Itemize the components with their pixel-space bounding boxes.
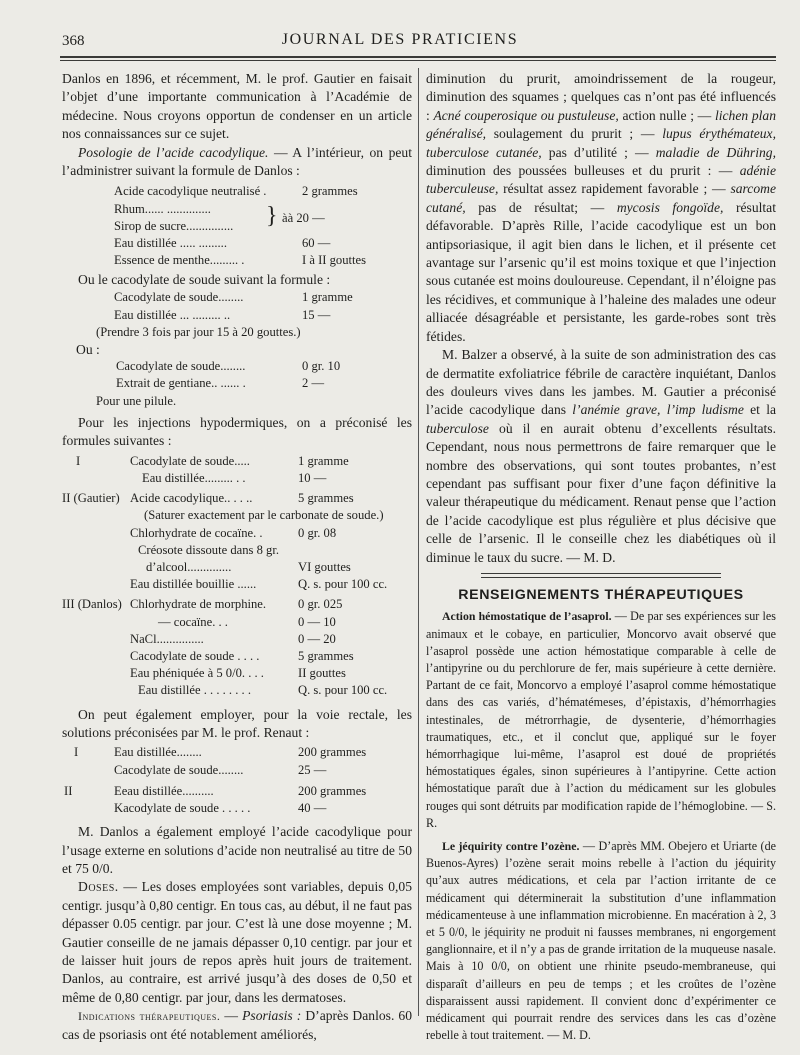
subheading: Doses.	[78, 879, 119, 895]
formula-note: Pour une pilule.	[96, 393, 177, 408]
injection-formula-3: III (Danlos) Chlorhydrate de morphine. 0 gr. 025 — cocaïne. . . 0 — 10 NaCl............... 0 — 20 Cacodylate de soude . . . . 5 grammes Eau phéniquée à 5 0/0. . . . II gouttes Eau distillée . . . . . . . . Q. s. pour 100 cc.	[62, 597, 388, 698]
paragraph: Danlos en 1896, et récemment, M. le prof. Gautier en faisait l’objet d’une importante communication à l’Académie de médecine. Nous croyons opportun de condenser en un article nos connaissances sur ce sujet.	[62, 71, 412, 142]
paragraph: M. Danlos a également employé l’acide cacodylique pour l’usage externe en solutions d’acide non neutralisé au titre de 50 et 75 0/0.	[62, 824, 412, 876]
column-divider	[418, 68, 419, 1016]
paragraph: Indications thérapeutiques. — Psoriasis : D’après Danlos. 60 cas de psoriasis ont été notablement améliorés,	[62, 1008, 412, 1042]
injection-formula-1: I Cacodylate de soude..... 1 gramme Eau distillée......... . . 10 —	[76, 453, 349, 485]
running-title: JOURNAL DES PRATICIENS	[281, 31, 519, 48]
article-title: Action hémostatique de l’asaprol.	[442, 609, 612, 624]
paragraph: diminution du prurit, amoindrissement de la rougeur, diminution des squames ; quelques cas n’ont pas été influencés : Acné couperosique ou pustuleuse, action nulle ; — lichen plan généralisé, soulagement du prurit ; — lupus érythémateux, tuberculose cutanée, pas d’utilité ; — maladie de Dühring, diminution des poussées bulleuses et du prurit : — adénie tuberculeuse, résultat assez rapidement favorable ; — sarcome cutané, pas de résultat; — mycosis fongoïde, résultat défavorable. D’après Rille, l’acide cacodylique est un bon antipsoriasique, il agit bien dans le lichen, et il présente cet avantage sur l’arsenic qu’il est moins toxique et que l’injection sous cutanée est moins douloureuse. Cependant, il n’éloigne pas les récidives, et communique à l’haleine des malades une odeur alliacée désagréable et persistante, les garde-robes sont très fétides.	[426, 71, 776, 344]
left-column	[62, 70, 412, 1044]
header-rule-thin	[60, 60, 776, 61]
formula-danlos: Acide cacodylique neutralisé . 2 grammes Rhum...... .............. Sirop de sucre............... } àà 20 — Eau distillée ..... ......... 60 — Essence de menthe......... . I à II gouttes	[114, 184, 366, 267]
paragraph: M. Balzer a observé, à la suite de son administration des cas de dermatite exfoliatrice fébrile de caractère inquiétant, Danlos des douleurs vives dans les jambes. M. Gautier a préconisé l’acide cacodylique dans l’anémie grave, l’imp ludisme et la tuberculose où il en aurait obtenu d’excellents résultats. Cependant, nous nous permettrons de faire remarquer que le nombre des observations, qui sont toutes probantes, n’est cependant pas suffisant pour fixer d’une façon définitive la valeur thérapeutique du médicament. Renaut pense que l’action de l’acide cacodylique est plus régulière et plus décisive que celle de l’arsenic. Il le conseille chez les diabétiques où il diminue le taux du sucre. — M. D.	[426, 347, 776, 565]
paragraph: Posologie de l’acide cacodylique. — A l’intérieur, on peut l’administrer suivant la formule de Danlos :	[62, 144, 412, 179]
article: Le jéquirity contre l’ozène. — D’après MM. Obejero et Uriarte (de Buenos-Ayres) l’ozène serait moins rebelle à l’action du jéquirity qu’aux autres médications, et cela par l’action irritante de ce médicament qui déterminerait la substitution d’une inflammation médicamenteuse à une inflammation microbienne. En macération à 2, 3 et 5 0/0, le jéquirity ne produit ni fausses membranes, ni engorgement ganglionnaire, et il n’y a pas de grande irritation de la muqueuse nasale. Mais à 10 0/0, on obtient une rhinite pseudo-membraneuse, qui disparaît d’ailleurs en peu de temps ; et les croûtes de l’ozène disparaissent aussi rapidement. Il convient donc d’expérimenter ce médicament qui pourrait rendre des services dans les cas d’ozène rebelle à tout traitement. — M. D.	[426, 839, 777, 1043]
formula-pill: Cacodylate de soude........ 0 gr. 10 Extrait de gentiane.. ...... . 2 —	[116, 359, 341, 391]
section-rule	[481, 573, 721, 578]
paragraph: Pour les injections hypodermiques, on a préconisé les formules suivantes :	[62, 414, 412, 449]
article-title: Le jéquirity contre l’ozène.	[442, 839, 580, 854]
formula-cacodylate: Cacodylate de soude........ 1 gramme Eau distillée ... ......... .. 15 —	[114, 290, 353, 322]
subheading: Posologie de l’acide cacodylique.	[78, 144, 269, 160]
brace: }	[266, 202, 278, 229]
page-number: 368	[62, 33, 85, 49]
section-title: RENSEIGNEMENTS THÉRAPEUTIQUES	[458, 586, 744, 603]
injection-formula-2: II (Gautier) Acide cacodylique.. . . .. 5 grammes (Saturer exactement par le carbonate de soude.) Chlorhydrate de cocaïne. . 0 gr. 08 Créosote dissoute dans 8 gr. d’alcool.............. VI gouttes Eau distillée bouillie ...... Q. s. pour 100 cc.	[62, 491, 388, 592]
rectal-formula-1: I Eau distillée........ 200 grammes Cacodylate de soude........ 25 —	[74, 745, 367, 777]
paragraph: Ou le cacodylate de soude suivant la formule :	[78, 272, 331, 288]
formula-intro: Ou :	[76, 342, 100, 358]
subheading: Indications thérapeutiques.	[78, 1009, 221, 1024]
paragraph: Doses. — Les doses employées sont variables, depuis 0,05 centigr. jusqu’à 0,80 centigr. En tous cas, au début, il ne faut pas dépasser 0.05 centigr. par jour. C’est là une dose moyenne ; M. Gautier conseille de ne jamais dépasser 0,10 centigr. par jour et de laisser huit jours de repos après huit jours de traitement. Danlos, au contraire, est arrivé jusqu’à des doses de 0,50 et même de 0,80 centigr. par jour, dans les dermatoses.	[62, 879, 412, 1005]
right-column	[426, 70, 776, 1044]
header-rule	[60, 56, 776, 58]
formula-note: (Prendre 3 fois par jour 15 à 20 gouttes.)	[96, 324, 301, 339]
article: Action hémostatique de l’asaprol. — De par ses expériences sur les animaux et le cobaye, en particulier, Moncorvo avait observé que l’asaprol possède une action hémostatique comparable à celle de l’antipyrine ou du perchlorure de fer, mais supérieure à cette dernière. Partant de ce fait, Moncorvo a employé l’asaprol comme hémostatique dans des cas variés, d’hématémeses, d’épistaxis, d’hémorrhagies intestinales, de métrorrhagie, de dysenterie, d’hémorrhagies traumatiques, etc., et il conclut que, appliqué sur le foyer hémorrhagique lui-même, l’asaprol est doué de propriétés hémostatiques égales, sinon supérieures à l’antipyrine. Cette action hémostatique paraît due à l’action du médicament sur les globules rouges qui sont détruits par modification rapide de l’hémoglobine. — S. R.	[426, 609, 776, 830]
paragraph: On peut également employer, pour la voie rectale, les solutions préconisées par M. le prof. Renaut :	[62, 706, 412, 740]
rectal-formula-2: II Eeau distillée.......... 200 grammes Kacodylate de soude . . . . . 40 —	[64, 783, 367, 815]
